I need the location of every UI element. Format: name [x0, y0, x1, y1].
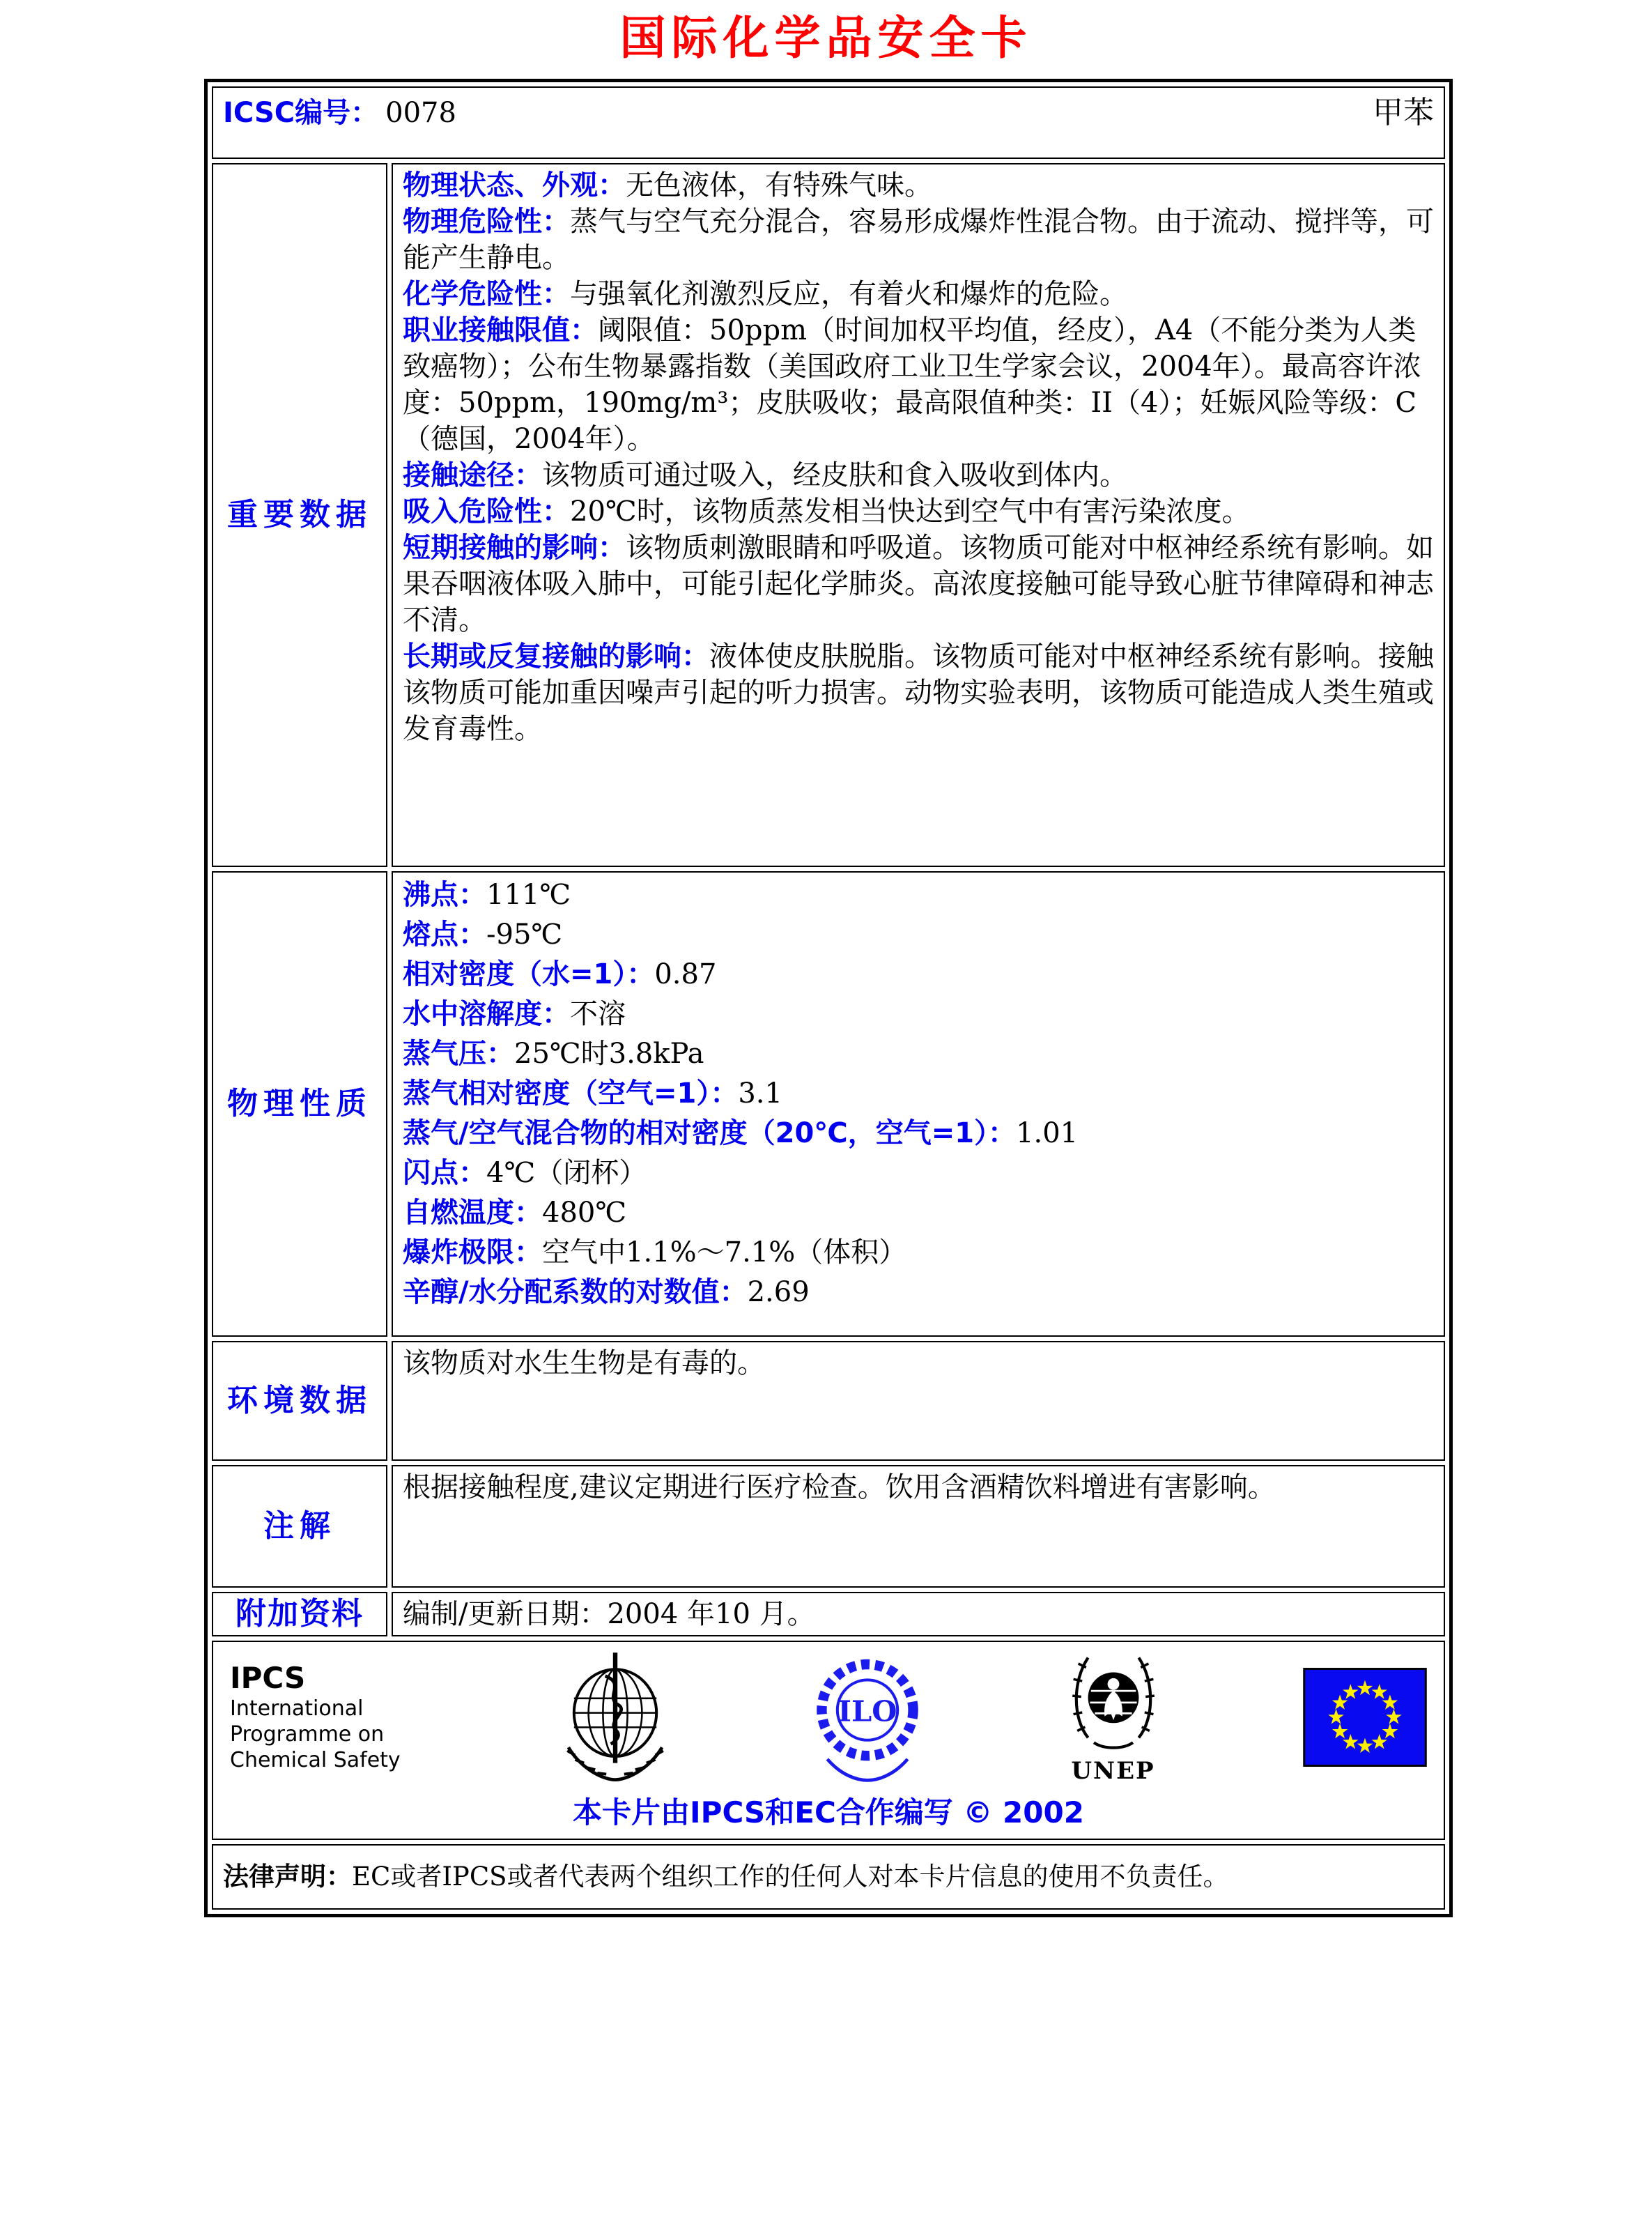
property-item	[403, 1114, 1434, 1153]
additional-info-row	[212, 1592, 1445, 1636]
important-data-item	[403, 312, 1434, 457]
important-data-item	[403, 493, 1434, 530]
environmental-data-row	[212, 1341, 1445, 1461]
property-label: 蒸气/空气混合物的相对密度（20℃，空气=1）：	[403, 1117, 1017, 1149]
property-value: 0.87	[654, 958, 717, 990]
update-date-value: 2004 年10 月。	[607, 1597, 815, 1630]
property-value: 3.1	[738, 1077, 782, 1110]
property-value: 111℃	[486, 878, 571, 911]
unep-logo-text: UNEP	[1071, 1756, 1155, 1785]
property-label: 熔点：	[403, 918, 486, 951]
property-value: 2.69	[747, 1275, 810, 1308]
header-cell	[212, 86, 1445, 159]
property-label: 爆炸极限：	[403, 1236, 542, 1268]
field-label: 职业接触限值：	[403, 314, 598, 346]
important-data-item	[403, 530, 1434, 638]
ipcs-line: Programme on	[230, 1722, 385, 1747]
important-data-content	[392, 163, 1445, 867]
field-text: 液体使皮肤脱脂。该物质可能对中枢神经系统有影响。接触该物质可能加重因噪声引起的听力损害。动物实验表明，该物质可能造成人类生殖或发育毒性。	[403, 640, 1434, 745]
field-label: 物理状态、外观：	[403, 169, 626, 201]
property-item	[403, 995, 1434, 1034]
property-label: 蒸气相对密度（空气=1）：	[403, 1077, 739, 1110]
property-value: 1.01	[1016, 1117, 1079, 1149]
physical-properties-content	[392, 871, 1445, 1337]
property-value: 25℃时3.8kPa	[514, 1037, 704, 1070]
update-date-label: 编制/更新日期：	[403, 1597, 608, 1630]
ipcs-line: International	[230, 1696, 364, 1721]
property-label: 辛醇/水分配系数的对数值：	[403, 1275, 748, 1308]
icsc-number-label: ICSC编号：	[223, 96, 379, 129]
field-label: 短期接触的影响：	[403, 531, 626, 564]
important-data-item	[403, 276, 1434, 312]
property-item	[403, 1233, 1434, 1273]
chemical-name: 甲苯	[1373, 94, 1434, 130]
ipcs-wordmark	[230, 1661, 418, 1773]
field-text: 与强氧化剂激烈反应，有着火和爆炸的危险。	[570, 277, 1127, 310]
ipcs-acronym: IPCS	[230, 1661, 306, 1695]
page-title: 国际化学品安全卡	[619, 11, 1033, 65]
property-item	[403, 915, 1434, 955]
unep-logo-icon	[1065, 1652, 1162, 1756]
section-label-physical-properties: 物理性质	[212, 871, 387, 1337]
field-text: 该物质刺激眼睛和呼吸道。该物质可能对中枢神经系统有影响。如果吞咽液体吸入肺中，可能引起化学肺炎。高浓度接触可能导致心脏节律障碍和神志不清。	[403, 531, 1434, 636]
logos-cell	[212, 1641, 1445, 1840]
property-item	[403, 1074, 1434, 1114]
field-label: 接触途径：	[403, 459, 542, 491]
legal-row	[212, 1844, 1445, 1910]
logos-strip	[230, 1649, 1427, 1786]
icsc-number-value: 0078	[385, 96, 456, 129]
property-item	[403, 1273, 1434, 1312]
field-text: 蒸气与空气充分混合，容易形成爆炸性混合物。由于流动、搅拌等，可能产生静电。	[403, 205, 1434, 274]
logos-row	[212, 1641, 1445, 1840]
property-item	[403, 955, 1434, 995]
property-label: 沸点：	[403, 878, 486, 911]
field-label: 吸入危险性：	[403, 495, 570, 528]
property-item	[403, 1153, 1434, 1193]
property-item	[403, 1034, 1434, 1074]
field-text: 阈限值：50ppm（时间加权平均值，经皮），A4（不能分类为人类致癌物）；公布生物暴露指数（美国政府工业卫生学家会议，2004年）。最高容许浓度：50ppm，190mg/m³；皮肤吸收；最高限值种类：II（4）；妊娠风险等级：C（德国，2004年）。	[403, 314, 1421, 455]
cooperation-caption: 本卡片由IPCS和EC合作编写 © 2002	[573, 1795, 1084, 1829]
property-label: 水中溶解度：	[403, 997, 570, 1030]
property-label: 蒸气压：	[403, 1037, 514, 1070]
field-label: 物理危险性：	[403, 205, 570, 238]
section-label-additional-info: 附加资料	[212, 1592, 387, 1636]
physical-properties-row	[212, 871, 1445, 1337]
legal-text: EC或者IPCS或者代表两个组织工作的任何人对本卡片信息的使用不负责任。	[352, 1861, 1229, 1892]
ilo-logo-text: ILO	[837, 1694, 897, 1728]
field-text: 该物质可通过吸入，经皮肤和食入吸收到体内。	[542, 459, 1127, 491]
important-data-item	[403, 167, 1434, 204]
section-label-notes: 注解	[212, 1465, 387, 1588]
field-text: 无色液体，有特殊气味。	[626, 169, 932, 201]
important-data-item	[403, 638, 1434, 747]
property-item	[403, 1193, 1434, 1233]
property-value: 4℃（闭杯）	[486, 1156, 647, 1189]
property-label: 自燃温度：	[403, 1196, 542, 1229]
property-label: 相对密度（水=1）：	[403, 958, 655, 990]
icsc-line	[223, 91, 1434, 131]
unep-logo	[1065, 1652, 1162, 1783]
section-label-environmental-data: 环境数据	[212, 1341, 387, 1461]
notes-content: 根据接触程度,建议定期进行医疗检查。饮用含酒精饮料增进有害影响。	[392, 1465, 1445, 1588]
legal-label: 法律声明：	[223, 1861, 352, 1892]
notes-row	[212, 1465, 1445, 1588]
property-value: -95℃	[486, 918, 563, 951]
environmental-data-content: 该物质对水生生物是有毒的。	[392, 1341, 1445, 1461]
section-label-important-data: 重要数据	[212, 163, 387, 867]
header-row	[212, 86, 1445, 159]
field-text: 20℃时，该物质蒸发相当快达到空气中有害污染浓度。	[570, 495, 1250, 528]
important-data-item	[403, 204, 1434, 276]
important-data-row	[212, 163, 1445, 867]
field-label: 化学危险性：	[403, 277, 570, 310]
property-item	[403, 875, 1434, 915]
property-label: 闪点：	[403, 1156, 486, 1189]
property-value: 空气中1.1%～7.1%（体积）	[542, 1236, 907, 1268]
icsc-document-page	[0, 10, 1652, 2217]
ilo-logo-icon	[812, 1648, 923, 1787]
property-value: 480℃	[542, 1196, 627, 1229]
who-logo-icon	[559, 1649, 671, 1786]
property-value: 不溶	[570, 997, 626, 1030]
icsc-card-table	[204, 79, 1453, 1917]
important-data-item	[403, 457, 1434, 493]
legal-cell	[212, 1844, 1445, 1910]
ipcs-line: Chemical Safety	[230, 1748, 401, 1772]
eu-flag-icon	[1303, 1668, 1427, 1767]
additional-info-content	[392, 1592, 1445, 1636]
field-label: 长期或反复接触的影响：	[403, 640, 709, 673]
